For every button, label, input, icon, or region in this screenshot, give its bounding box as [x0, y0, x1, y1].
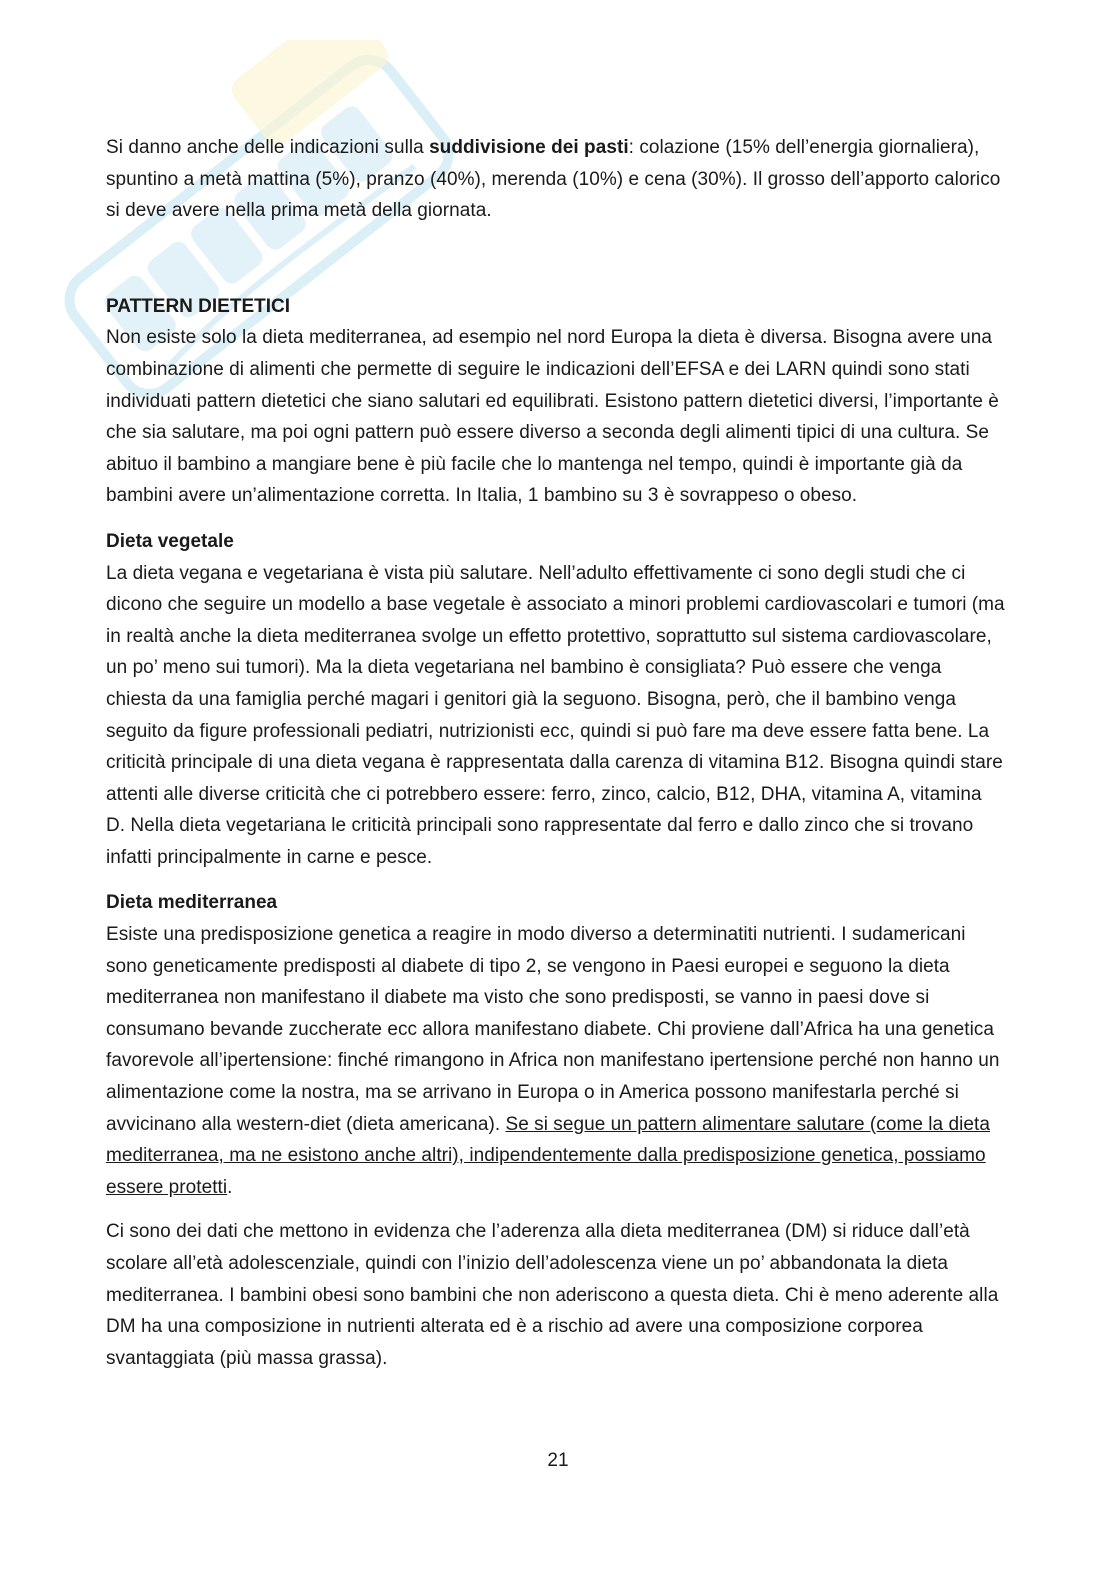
- paragraph-pattern-dietetici: Non esiste solo la dieta mediterranea, ad esempio nel nord Europa la dieta è diversa. Bisogna avere una combinazione di alimenti che permette di seguire le indicazioni dell’EFSA e dei LARN quindi sono stati individuati pattern dietetici che siano salutari ed equilibrati. Esistono pattern dietetici diversi, l’importante è che sia salutare, ma poi ogni pattern può essere diverso a seconda degli alimenti tipici di una cultura. Se abituo il bambino a mangiare bene è più facile che lo mantenga nel tempo, quindi è importante già da bambini avere un’alimentazione corretta. In Italia, 1 bambino su 3 è sovrappeso o obeso.: [106, 327, 999, 507]
- section-heading-pattern-dietetici: PATTERN DIETETICI: [106, 295, 291, 317]
- paragraph-dieta-vegetale: La dieta vegana e vegetariana è vista più salutare. Nell’adulto effettivamente ci sono degli studi che ci dicono che seguire un modello a base vegetale è associato a minori problemi cardiovascolari e tumori (ma in realtà anche la dieta mediterranea svolge un effetto protettivo, soprattutto sul sistema cardiovascolare, un po’ meno sui tumori). Ma la dieta vegetariana nel bambino è consigliata? Può essere che venga chiesta da una famiglia perché magari i genitori già la seguono. Bisogna, però, che il bambino venga seguito da figure professionali pediatri, nutrizionisti ecc, quindi si può fare ma deve essere fatta bene. La criticità principale di una dieta vegana è rappresentata dalla carenza di vitamina B12. Bisogna quindi stare attenti alle diverse criticità che ci potrebbero essere: ferro, zinco, calcio, B12, DHA, vitamina A, vitamina D. Nella dieta vegetariana le criticità principali sono rappresentate dal ferro e dallo zinco che si trovano infatti principalmente in carne e pesce.: [106, 562, 1005, 868]
- paragraph-text: Esiste una predisposizione genetica a reagire in modo diverso a determinatiti nutrienti. I sudamericani sono geneticamente predisposti al diabete di tipo 2, se vengono in Paesi europei e seguono la dieta mediterranea non manifestano il diabete ma visto che sono predisposti, se vanno in paesi dove si consumano bevande zuccherate ecc allora manifestano diabete. Chi proviene dall’Africa ha una genetica favorevole all’ipertensione: finché rimangono in Africa non manifestano ipertensione perché non hanno un alimentazione come la nostra, ma se arrivano in Europa o in America possono manifestarla perché si avvicinano alla western-diet (dieta americana).: [106, 924, 1000, 1135]
- section-heading-dieta-mediterranea: Dieta mediterranea: [106, 892, 278, 914]
- paragraph-aderenza-dm: Ci sono dei dati che mettono in evidenza che l’aderenza alla dieta mediterranea (DM) si riduce dall’età scolare all’età adolescenziale, quindi con l’inizio dell’adolescenza viene un po’ abbandonata la dieta mediterranea. I bambini obesi sono bambini che non aderiscono a questa dieta. Chi è meno aderente alla DM ha una composizione in nutrienti alterata ed è a rischio ad avere una composizione corporea svantaggiata (più massa grassa).: [106, 1221, 999, 1369]
- document-page: [106, 132, 1006, 1374]
- paragraph-text: .: [227, 1176, 233, 1198]
- page-number: 21: [547, 1450, 569, 1471]
- bold-phrase: suddivisione dei pasti: [429, 137, 629, 158]
- paragraph-dieta-mediterranea: [106, 919, 1006, 1203]
- paragraph-meal-division: [106, 132, 1006, 227]
- paragraph-text: Si danno anche delle indicazioni sulla: [106, 137, 430, 158]
- section-heading-dieta-vegetale: Dieta vegetale: [106, 530, 234, 552]
- underlined-phrase: Se si segue un pattern alimentare salutare (come la dieta mediterranea, ma ne esistono anche altri), indipendentemente dalla predisposizione genetica, possiamo essere protetti: [106, 1113, 990, 1198]
- paragraph-text: : colazione (15% dell’energia giornaliera), spuntino a metà mattina (5%), pranzo (40%), merenda (10%) e cena (30%). Il grosso dell’apporto calorico si deve avere nella prima metà della giornata.: [106, 137, 1001, 222]
